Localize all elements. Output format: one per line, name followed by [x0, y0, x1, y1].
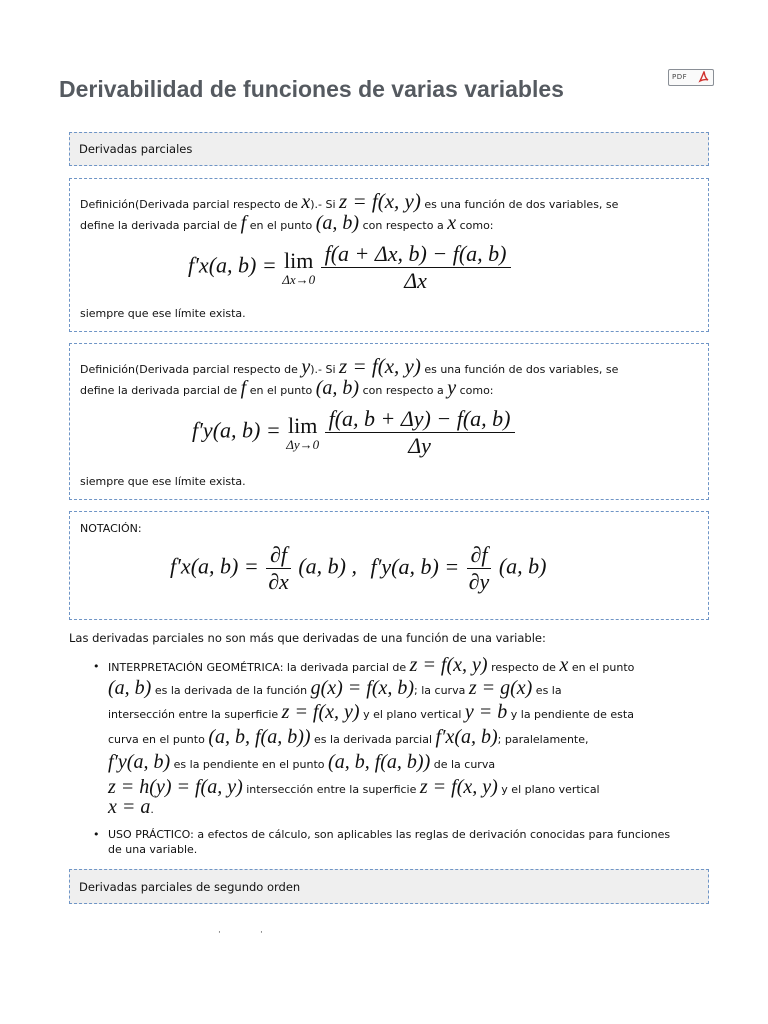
artifact-dot: ·: [218, 928, 221, 938]
definition-y-footer: siempre que ese límite exista.: [80, 475, 246, 488]
list-item-uso-practico: • USO PRÁCTICO: a efectos de cálculo, son aplicables las reglas de derivación conocidas para funciones de una variable.: [93, 828, 671, 856]
definition-y-line2: define la derivada parcial de f en el punto (a, b) con respecto a y como:: [80, 377, 494, 399]
notation-label: NOTACIÓN:: [80, 522, 142, 535]
math-point: (a, b): [315, 377, 360, 399]
math-function-eq: z = f(x, y): [339, 354, 421, 378]
definition-box-y: [69, 343, 709, 500]
intro-paragraph: Las derivadas parciales no son más que derivadas de una función de una variable:: [69, 631, 546, 645]
pdf-label: PDF: [672, 73, 688, 81]
partial-fraction-x: $\frac{\partial f}{\partial x}$: [264, 542, 293, 595]
list-item-interpretacion: • INTERPRETACIÓN GEOMÉTRICA: la derivada parcial de z = f(x, y) respecto de x en el punto (a, b) es la derivada de la función g(x) = f(x, b); la curva z = g(x) es la intersección entre la superficie z = f(x, y) y el plano vertical y = b y la pendiente de esta curva en el punto (a, b, f(a, b)) es la derivada parcial f′x(a, b); paralelamente, f′y(a, b) es la pendiente en el punto (a, b, f(a, b)) de la curva z = h(y) = f(a, y) intersección entre la superficie z = f(x, y) y el plano vertical x = a.: [93, 654, 635, 818]
section-header-label: Derivadas parciales de segundo orden: [79, 879, 301, 894]
formula-lhs: f′y(a, b) =: [192, 417, 281, 443]
fraction: $\frac{f(a, b + \Delta y) - f(a, b)}{\Delta y}$: [325, 406, 515, 459]
math-function-eq: z = f(x, y): [339, 189, 421, 213]
definition-x-line2: define la derivada parcial de f en el punto (a, b) con respecto a x como:: [80, 212, 494, 234]
definition-y-line1: Definición(Derivada parcial respecto de y).- Si z = f(x, y) es una función de dos variables, se: [80, 354, 619, 378]
artifact-dot: ·: [260, 928, 263, 938]
section-header-segundo-orden: [69, 869, 709, 904]
notation-box: [69, 511, 709, 620]
definition-box-x: [69, 178, 709, 332]
pdf-download-button[interactable]: [668, 69, 714, 86]
acrobat-icon: [698, 71, 710, 83]
notation-formula: f′x(a, b) = $\frac{\partial f}{\partial x}$ (a, b) , f′y(a, b) = $\frac{\partial f}{\partial y}$ (a, b): [170, 542, 547, 594]
limit-operator: lim Δy→0: [286, 412, 320, 452]
formula-lhs: f′x(a, b) =: [188, 252, 277, 278]
math-var-y: y: [301, 356, 311, 378]
limit-operator: lim Δx→0: [282, 247, 316, 287]
math-var-x: x: [447, 212, 457, 234]
definition-x-line1: Definición(Derivada parcial respecto de x).- Si z = f(x, y) es una función de dos variables, se: [80, 189, 619, 213]
definition-x-footer: siempre que ese límite exista.: [80, 307, 246, 320]
page-title: Derivabilidad de funciones de varias variables: [59, 76, 564, 102]
math-point: (a, b): [315, 212, 360, 234]
bullet-dot: •: [93, 828, 100, 841]
math-var-y: y: [447, 377, 457, 399]
math-var-x: x: [301, 191, 311, 213]
section-header-label: Derivadas parciales: [79, 142, 193, 156]
bullet-dot: •: [93, 660, 100, 673]
math-f: f: [240, 377, 247, 399]
math-f: f: [240, 212, 247, 234]
partial-fraction-y: $\frac{\partial f}{\partial y}$: [465, 542, 494, 595]
section-header-derivadas-parciales: [69, 132, 709, 166]
fraction: $\frac{f(a + \Delta x, b) - f(a, b)}{\Delta x}$: [321, 241, 511, 294]
limit-formula-x: [188, 241, 511, 294]
limit-formula-y: [192, 406, 515, 459]
